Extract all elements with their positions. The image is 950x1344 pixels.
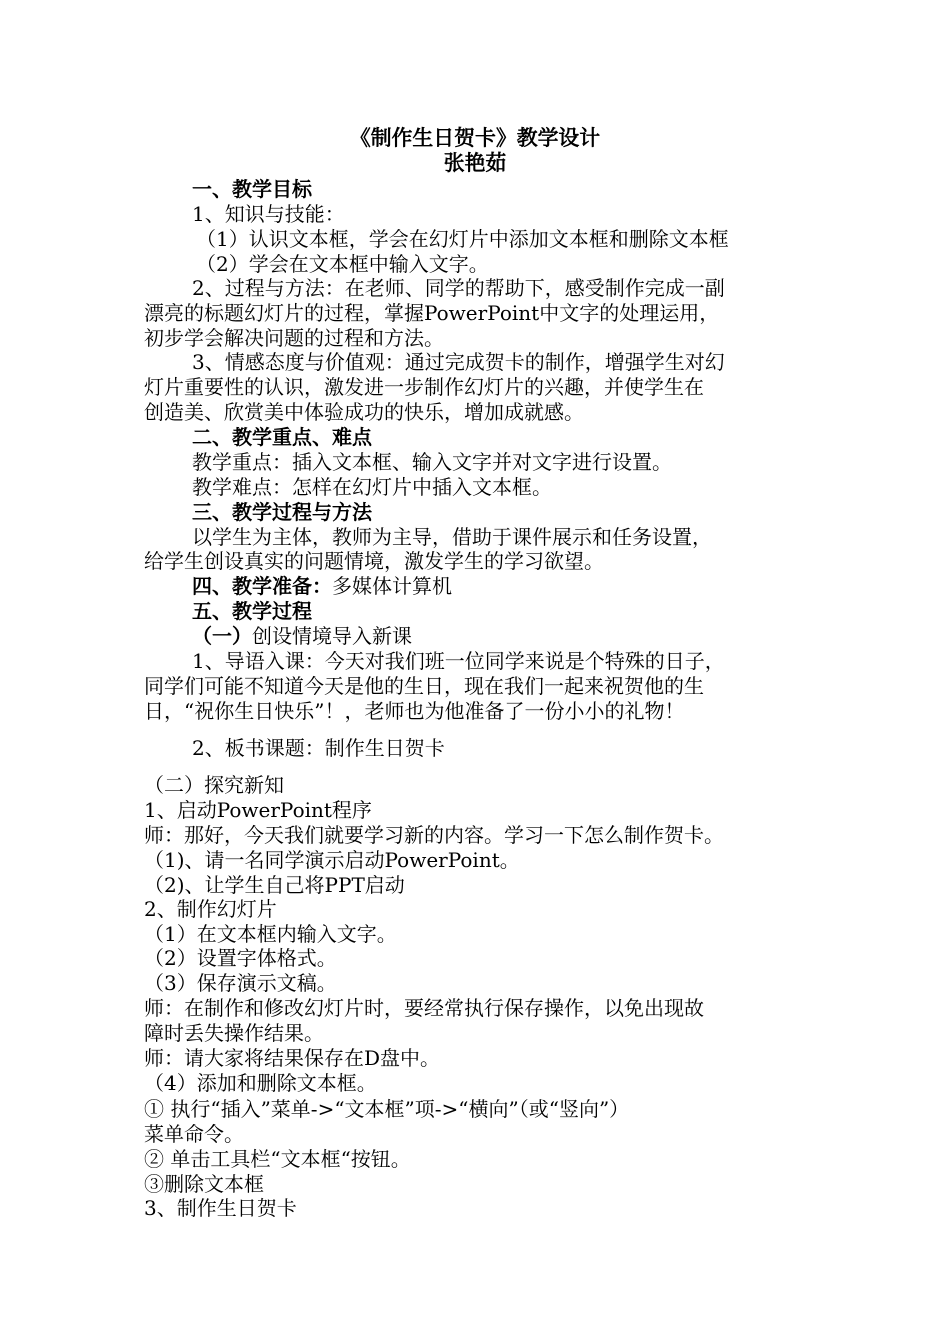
paragraph-line: 教学重点：插入文本框、输入文字并对文字进行设置。 xyxy=(192,450,672,474)
document-author: 张艳茹 xyxy=(443,151,507,175)
paragraph-line: 3、情感态度与价值观：通过完成贺卡的制作，增强学生对幻 xyxy=(192,350,725,374)
paragraph-line: （1）认识文本框，学会在幻灯片中添加文本框和删除文本框 xyxy=(196,227,729,251)
paragraph-line: （2)、让学生自己将PPT启动 xyxy=(144,873,405,897)
paragraph-line: （2）学会在文本框中输入文字。 xyxy=(196,252,489,276)
heading-preparation: 四、教学准备： xyxy=(192,574,332,598)
paragraph-line: 灯片重要性的认识，激发进一步制作幻灯片的兴趣，并使学生在 xyxy=(144,375,704,399)
paragraph-line: 师：那好，今天我们就要学习新的内容。学习一下怎么制作贺卡。 xyxy=(144,823,724,847)
heading-key-points: 二、教学重点、难点 xyxy=(192,425,372,449)
paragraph-line: （3）保存演示文稿。 xyxy=(144,971,337,995)
document-title: 《制作生日贺卡》教学设计 xyxy=(349,126,601,150)
paragraph-line: 师：请大家将结果保存在D盘中。 xyxy=(144,1046,441,1070)
paragraph-line: 师：在制作和修改幻灯片时，要经常执行保存操作，以免出现故 xyxy=(144,996,704,1020)
paragraph-line: 2、板书课题：制作生日贺卡 xyxy=(192,736,445,760)
heading-process-methods: 三、教学过程与方法 xyxy=(192,500,372,524)
paragraph-line: 日，“祝你生日快乐”！，老师也为他准备了一份小小的礼物！ xyxy=(144,699,685,723)
paragraph-line: 同学们可能不知道今天是他的生日，现在我们一起来祝贺他的生 xyxy=(144,674,704,698)
subsection-title: 创设情境导入新课 xyxy=(252,624,412,648)
paragraph-line: 1、导语入课：今天对我们班一位同学来说是个特殊的日子， xyxy=(192,649,725,673)
paragraph-line: 创造美、欣赏美中体验成功的快乐，增加成就感。 xyxy=(144,400,584,424)
paragraph-line: 2、制作幻灯片 xyxy=(144,897,277,921)
paragraph-line: ② 单击工具栏“文本框“按钮。 xyxy=(144,1147,411,1171)
paragraph-line: ③删除文本框 xyxy=(144,1172,264,1196)
paragraph-line: 1、启动PowerPoint程序 xyxy=(144,798,372,822)
paragraph-line: （二）探究新知 xyxy=(144,773,284,797)
paragraph-line: 给学生创设真实的问题情境，激发学生的学习欲望。 xyxy=(144,549,604,573)
paragraph-line: 初步学会解决问题的过程和方法。 xyxy=(144,326,444,350)
paragraph-line: 2、过程与方法：在老师、同学的帮助下，感受制作完成一副 xyxy=(192,276,725,300)
paragraph-line: 以学生为主体，教师为主导，借助于课件展示和任务设置， xyxy=(192,525,712,549)
paragraph-line: 菜单命令。 xyxy=(144,1122,244,1146)
preparation-value: 多媒体计算机 xyxy=(332,574,452,598)
paragraph-line: （1)、请一名同学演示启动PowerPoint。 xyxy=(144,848,520,872)
heading-teaching-goals: 一、教学目标 xyxy=(192,177,312,201)
paragraph-line: 漂亮的标题幻灯片的过程，掌握PowerPoint中文字的处理运用， xyxy=(144,301,720,325)
paragraph-line: （2）设置字体格式。 xyxy=(144,946,337,970)
subsection-number: （一） xyxy=(192,624,252,648)
subsection-line xyxy=(192,624,412,649)
paragraph-line: （1）在文本框内输入文字。 xyxy=(144,922,397,946)
paragraph-line: 3、制作生日贺卡 xyxy=(144,1196,297,1220)
paragraph-line: （4）添加和删除文本框。 xyxy=(144,1071,377,1095)
paragraph-line: 1、知识与技能： xyxy=(192,202,345,226)
paragraph-line: 障时丢失操作结果。 xyxy=(144,1021,324,1045)
preparation-line xyxy=(192,574,452,599)
heading-teaching-process: 五、教学过程 xyxy=(192,599,312,623)
paragraph-line: ① 执行“插入”菜单->“文本框”项->“横向”（或“竖向”） xyxy=(144,1097,630,1121)
paragraph-line: 教学难点：怎样在幻灯片中插入文本框。 xyxy=(192,475,552,499)
